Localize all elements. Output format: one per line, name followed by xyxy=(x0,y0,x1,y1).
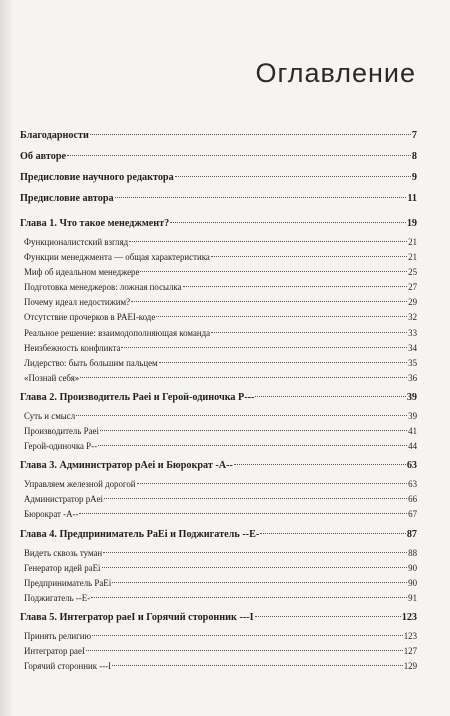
toc-page-number: 44 xyxy=(408,441,417,452)
toc-entry-label: Предисловие автора xyxy=(20,193,114,204)
toc-page-number: 67 xyxy=(408,509,417,520)
dot-leader xyxy=(104,498,407,499)
toc-entry-label: Герой-одиночка P-- xyxy=(24,441,98,452)
toc-page-number: 91 xyxy=(408,592,417,603)
toc-page-number: 41 xyxy=(408,426,417,437)
toc-entry-label: Глава 5. Интегратор paeI и Горячий сторонник ---I xyxy=(20,611,254,623)
dot-leader xyxy=(98,445,407,446)
dot-leader xyxy=(115,197,407,198)
dot-leader xyxy=(91,597,407,598)
toc-section-entry xyxy=(20,546,417,561)
toc-chapter-entry xyxy=(20,527,417,546)
dot-leader xyxy=(260,533,406,534)
toc-chapter-entry xyxy=(20,610,417,629)
dot-leader xyxy=(80,377,407,378)
toc-chapter-entry xyxy=(20,458,417,477)
toc-entry-label: Отсутствие прочерков в PAEI-коде xyxy=(24,312,156,323)
toc-page-number: 63 xyxy=(408,479,417,490)
toc-page-number: 19 xyxy=(406,218,417,229)
toc-page-number: 66 xyxy=(408,494,417,505)
toc-front-entry xyxy=(20,149,417,170)
toc-entry-label: Почему идеал недостижим? xyxy=(24,297,131,308)
toc-page-number: 7 xyxy=(411,130,417,141)
dot-leader xyxy=(211,256,407,257)
dot-leader xyxy=(86,650,403,651)
toc-entry-label: Бюрократ -A-- xyxy=(24,509,79,520)
toc-page-number: 29 xyxy=(408,297,417,308)
toc-section-entry xyxy=(20,507,417,522)
dot-leader xyxy=(131,301,407,302)
toc-section-entry xyxy=(20,629,417,644)
toc-section-entry xyxy=(20,439,417,454)
toc-section-entry xyxy=(20,659,417,674)
toc-entry-label: Суть и смысл xyxy=(24,410,76,421)
toc-section-entry xyxy=(20,371,417,386)
toc-page-number: 21 xyxy=(408,252,417,263)
toc-section-entry xyxy=(20,250,417,265)
toc-entry-label: Принять религию xyxy=(24,630,92,641)
dot-leader xyxy=(140,271,407,272)
dot-leader xyxy=(255,616,401,617)
toc-section-entry xyxy=(20,341,417,356)
toc-section-entry xyxy=(20,295,417,310)
toc-section-entry xyxy=(20,280,417,295)
toc-entry-label: Интегратор paeI xyxy=(24,645,85,656)
page-gutter-shadow xyxy=(0,0,14,716)
toc-page-number: 33 xyxy=(408,327,417,338)
toc-entry-label: Реальное решение: взаимодополняющая команда xyxy=(24,327,211,338)
toc-entry-label: Об авторе xyxy=(20,151,67,162)
dot-leader xyxy=(112,665,403,666)
toc-page-number: 36 xyxy=(408,372,417,383)
toc-entry-label: Предприниматель PaEi xyxy=(24,577,112,588)
dot-leader xyxy=(183,286,408,287)
dot-leader xyxy=(156,316,407,317)
toc-section-entry xyxy=(20,310,417,325)
toc-entry-label: Администратор pAei xyxy=(24,494,103,505)
spacer xyxy=(20,674,417,678)
toc-page-number: 32 xyxy=(408,312,417,323)
toc-section-entry xyxy=(20,356,417,371)
toc-entry-label: Миф об идеальном менеджере xyxy=(24,267,140,278)
dot-leader xyxy=(92,635,403,636)
toc-entry-label: Неизбежность конфликта xyxy=(24,342,121,353)
toc-page-number: 8 xyxy=(411,151,417,162)
toc-entry-label: Глава 1. Что такое менеджмент? xyxy=(20,218,170,229)
toc-entry-label: «Познай себя» xyxy=(24,372,80,383)
toc-section-entry xyxy=(20,326,417,341)
toc-entry-label: Функции менеджмента — общая характеристика xyxy=(24,252,210,263)
toc-page-number: 11 xyxy=(407,193,417,204)
toc-page-number: 9 xyxy=(411,172,417,183)
dot-leader xyxy=(159,362,407,363)
toc-entry-label: Глава 3. Администратор pAei и Бюрократ -A-- xyxy=(20,460,233,472)
dot-leader xyxy=(255,396,405,397)
toc-entry-label: Горячий сторонник ---I xyxy=(24,661,112,672)
toc-entry-label: Подготовка менеджеров: ложная посылка xyxy=(24,282,182,293)
dot-leader xyxy=(129,241,407,242)
dot-leader xyxy=(100,430,407,431)
toc-page-number: 129 xyxy=(403,661,417,672)
toc-page-number: 90 xyxy=(408,577,417,588)
dot-leader xyxy=(90,134,411,135)
toc-entry-label: Производитель Paei xyxy=(24,426,99,437)
dot-leader xyxy=(79,513,407,514)
toc-entry-label: Функционалистский взгляд xyxy=(24,237,129,247)
toc-page-number: 127 xyxy=(403,645,417,656)
table-of-contents xyxy=(20,128,417,678)
dot-leader xyxy=(137,483,408,484)
toc-page-number: 88 xyxy=(408,547,417,558)
toc-section-entry xyxy=(20,477,417,492)
toc-section-entry xyxy=(20,492,417,507)
toc-page-number: 27 xyxy=(408,282,417,293)
toc-page-number: 39 xyxy=(406,391,417,403)
toc-page-number: 90 xyxy=(408,562,417,573)
toc-section-entry xyxy=(20,409,417,424)
dot-leader xyxy=(211,332,407,333)
toc-page-number: 63 xyxy=(406,460,417,472)
toc-chapter-entry xyxy=(20,390,417,409)
toc-page-number: 25 xyxy=(408,267,417,278)
toc-front-entry xyxy=(20,170,417,191)
toc-entry-label: Видеть сквозь туман xyxy=(24,547,103,558)
dot-leader xyxy=(121,347,407,348)
dot-leader xyxy=(102,567,408,568)
dot-leader xyxy=(234,464,406,465)
toc-chapter-entry xyxy=(20,216,417,235)
toc-page-number: 35 xyxy=(408,357,417,368)
toc-entry-label: Глава 4. Предприниматель PaEi и Поджигатель --E- xyxy=(20,528,260,540)
dot-leader xyxy=(67,155,411,156)
dot-leader xyxy=(76,415,407,416)
toc-page-number: 123 xyxy=(401,611,417,623)
toc-entry-label: Поджигатель --E- xyxy=(24,592,91,603)
toc-page-number: 87 xyxy=(406,528,417,540)
dot-leader xyxy=(170,222,406,223)
toc-section-entry xyxy=(20,265,417,280)
dot-leader xyxy=(175,176,411,177)
dot-leader xyxy=(112,582,407,583)
toc-front-entry xyxy=(20,128,417,149)
toc-page-number: 39 xyxy=(408,410,417,421)
toc-section-entry xyxy=(20,561,417,576)
toc-section-entry xyxy=(20,591,417,606)
dot-leader xyxy=(103,552,407,553)
toc-entry-label: Лидерство: быть большим пальцем xyxy=(24,357,158,368)
toc-entry-label: Предисловие научного редактора xyxy=(20,172,174,183)
toc-entry-label: Благодарности xyxy=(20,130,89,141)
toc-page-number: 123 xyxy=(403,630,417,641)
page-title: Оглавление xyxy=(255,58,416,88)
toc-front-entry xyxy=(20,191,417,212)
toc-section-entry xyxy=(20,424,417,439)
toc-page-number: 21 xyxy=(408,237,417,247)
toc-page-number: 34 xyxy=(408,342,417,353)
toc-section-entry xyxy=(20,644,417,659)
toc-entry-label: Глава 2. Производитель Paei и Герой-одиночка P--- xyxy=(20,391,255,403)
toc-section-entry xyxy=(20,235,417,250)
toc-section-entry xyxy=(20,576,417,591)
toc-entry-label: Генератор идей paEi xyxy=(24,562,101,573)
toc-entry-label: Управляем железной дорогой xyxy=(24,479,136,490)
